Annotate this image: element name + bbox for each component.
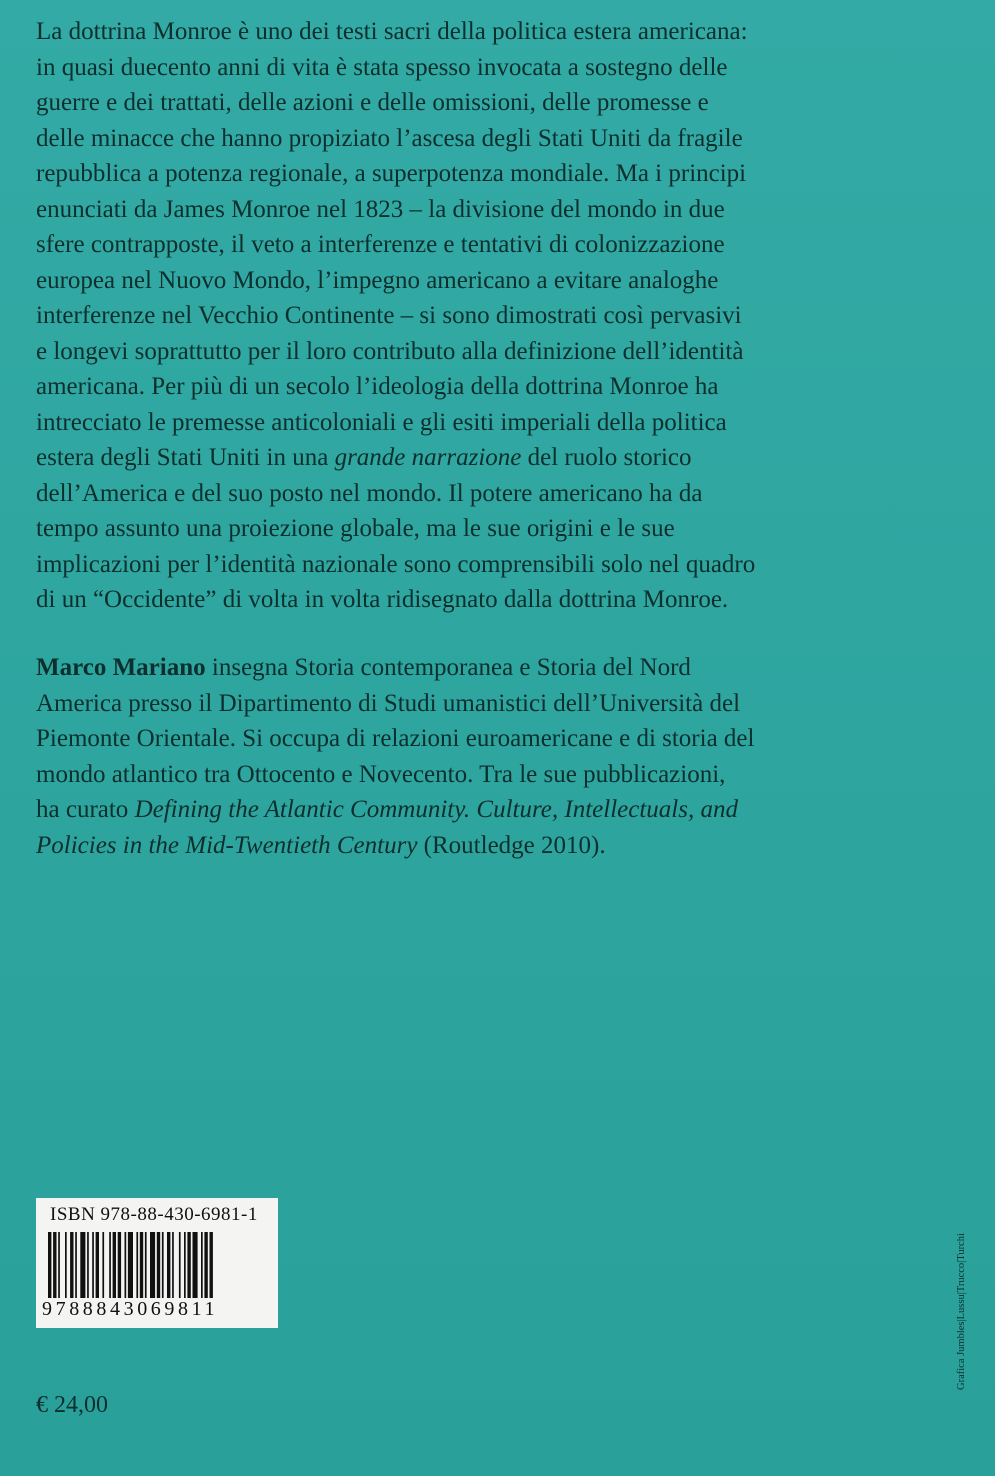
blurb-line: enunciati da James Monroe nel 1823 – la divisione del mondo in due bbox=[36, 195, 725, 223]
blurb-line: guerre e dei trattati, delle azioni e delle omissioni, delle promesse e bbox=[36, 89, 709, 116]
barcode-bar bbox=[150, 1232, 155, 1304]
bio-line: America presso il Dipartimento di Studi umanistici dell’Università del bbox=[36, 689, 741, 717]
barcode-bar bbox=[53, 1232, 56, 1304]
barcode-bar bbox=[179, 1232, 181, 1304]
barcode-bar bbox=[187, 1232, 190, 1304]
author-bio bbox=[36, 650, 916, 863]
bio-line: Piemonte Orientale. Si occupa di relazioni euroamericane e di storia del bbox=[36, 725, 755, 752]
blurb-line: e longevi soprattutto per il loro contributo alla definizione dell’identità bbox=[36, 337, 744, 365]
design-credit: Grafica Jumbles|Lussu|Trucco|Turchi bbox=[956, 1233, 967, 1390]
blurb-text: del ruolo storico bbox=[521, 444, 692, 471]
barcode-bar bbox=[162, 1232, 164, 1304]
blurb-line: di un “Occidente” di volta in volta ridisegnato dalla dottrina Monroe. bbox=[36, 586, 729, 613]
barcode-bar bbox=[172, 1232, 174, 1304]
barcode-bar bbox=[210, 1232, 213, 1304]
barcode-bar bbox=[167, 1232, 170, 1304]
barcode-bar bbox=[184, 1232, 186, 1304]
barcode-bar bbox=[92, 1232, 94, 1304]
bio-text: insegna Storia contemporanea e Storia del Nord bbox=[205, 654, 691, 681]
barcode-bar bbox=[87, 1232, 89, 1304]
barcode-bar bbox=[118, 1232, 121, 1304]
barcode-bar bbox=[102, 1232, 104, 1304]
barcode-bar bbox=[58, 1232, 60, 1304]
barcode-bar bbox=[204, 1232, 207, 1304]
blurb-line: interferenze nel Vecchio Continente – si sono dimostrati così pervasivi bbox=[36, 302, 742, 329]
bio-line bbox=[36, 828, 916, 864]
blurb-line: La dottrina Monroe è uno dei testi sacri della politica estera americana: bbox=[36, 18, 748, 45]
barcode-digits: 9788843069811 bbox=[42, 1298, 219, 1320]
blurb-line: tempo assunto una proiezione globale, ma le sue origini e le sue bbox=[36, 515, 675, 542]
book-title-italic: Defining the Atlantic Community. Culture, Intellectuals, and bbox=[134, 796, 738, 823]
bio-line: mondo atlantico tra Ottocento e Novecento. Tra le sue pubblicazioni, bbox=[36, 760, 726, 788]
barcode-bar bbox=[70, 1232, 73, 1304]
barcode-bar bbox=[109, 1232, 111, 1304]
blurb-italic-phrase: grande narrazione bbox=[334, 444, 522, 471]
barcode-bar bbox=[145, 1232, 147, 1304]
blurb-line bbox=[36, 440, 916, 476]
blurb-line: repubblica a potenza regionale, a superpotenza mondiale. Ma i principi bbox=[36, 160, 747, 187]
barcode-icon bbox=[48, 1232, 268, 1304]
blurb-line: dell’America e del suo posto nel mondo. Il potere americano ha da bbox=[36, 479, 703, 507]
barcode-bar bbox=[65, 1232, 67, 1304]
barcode-bar bbox=[128, 1232, 133, 1304]
blurb-line: implicazioni per l’identità nazionale sono comprensibili solo nel quadro bbox=[36, 550, 756, 578]
isbn-barcode bbox=[36, 1198, 278, 1328]
blurb-text: estera degli Stati Uniti in una bbox=[36, 444, 335, 471]
barcode-bar bbox=[125, 1232, 127, 1304]
barcode-bar bbox=[48, 1232, 51, 1304]
bio-line bbox=[36, 650, 916, 686]
isbn-label: ISBN 978-88-430-6981-1 bbox=[50, 1204, 258, 1225]
book-blurb bbox=[36, 14, 916, 618]
barcode-bar bbox=[193, 1232, 198, 1304]
blurb-line: intrecciato le premesse anticoloniali e gli esiti imperiali della politica bbox=[36, 408, 727, 436]
barcode-bar bbox=[113, 1232, 116, 1304]
barcode-bar bbox=[96, 1232, 99, 1304]
bio-text: (Routledge 2010). bbox=[417, 831, 606, 859]
blurb-line: europea nel Nuovo Mondo, l’impegno americano a evitare analoghe bbox=[36, 266, 719, 294]
bio-text: ha curato bbox=[36, 796, 135, 823]
barcode-bar bbox=[80, 1232, 85, 1304]
blurb-line: in quasi duecento anni di vita è stata spesso invocata a sostegno delle bbox=[36, 53, 728, 81]
blurb-line: sfere contrapposte, il veto a interferenze e tentativi di colonizzazione bbox=[36, 231, 725, 258]
barcode-bar bbox=[136, 1232, 138, 1304]
book-title-italic: Policies in the Mid-Twentieth Century bbox=[36, 831, 418, 859]
barcode-bar bbox=[157, 1232, 160, 1304]
blurb-line: americana. Per più di un secolo l’ideologia della dottrina Monroe ha bbox=[36, 373, 719, 400]
blurb-line: delle minacce che hanno propiziato l’ascesa degli Stati Uniti da fragile bbox=[36, 124, 743, 152]
bio-line bbox=[36, 792, 916, 828]
barcode-bar bbox=[201, 1232, 203, 1304]
author-name: Marco Mariano bbox=[36, 654, 206, 681]
barcode-bar bbox=[140, 1232, 143, 1304]
price: € 24,00 bbox=[36, 1392, 108, 1418]
barcode-bar bbox=[75, 1232, 77, 1304]
